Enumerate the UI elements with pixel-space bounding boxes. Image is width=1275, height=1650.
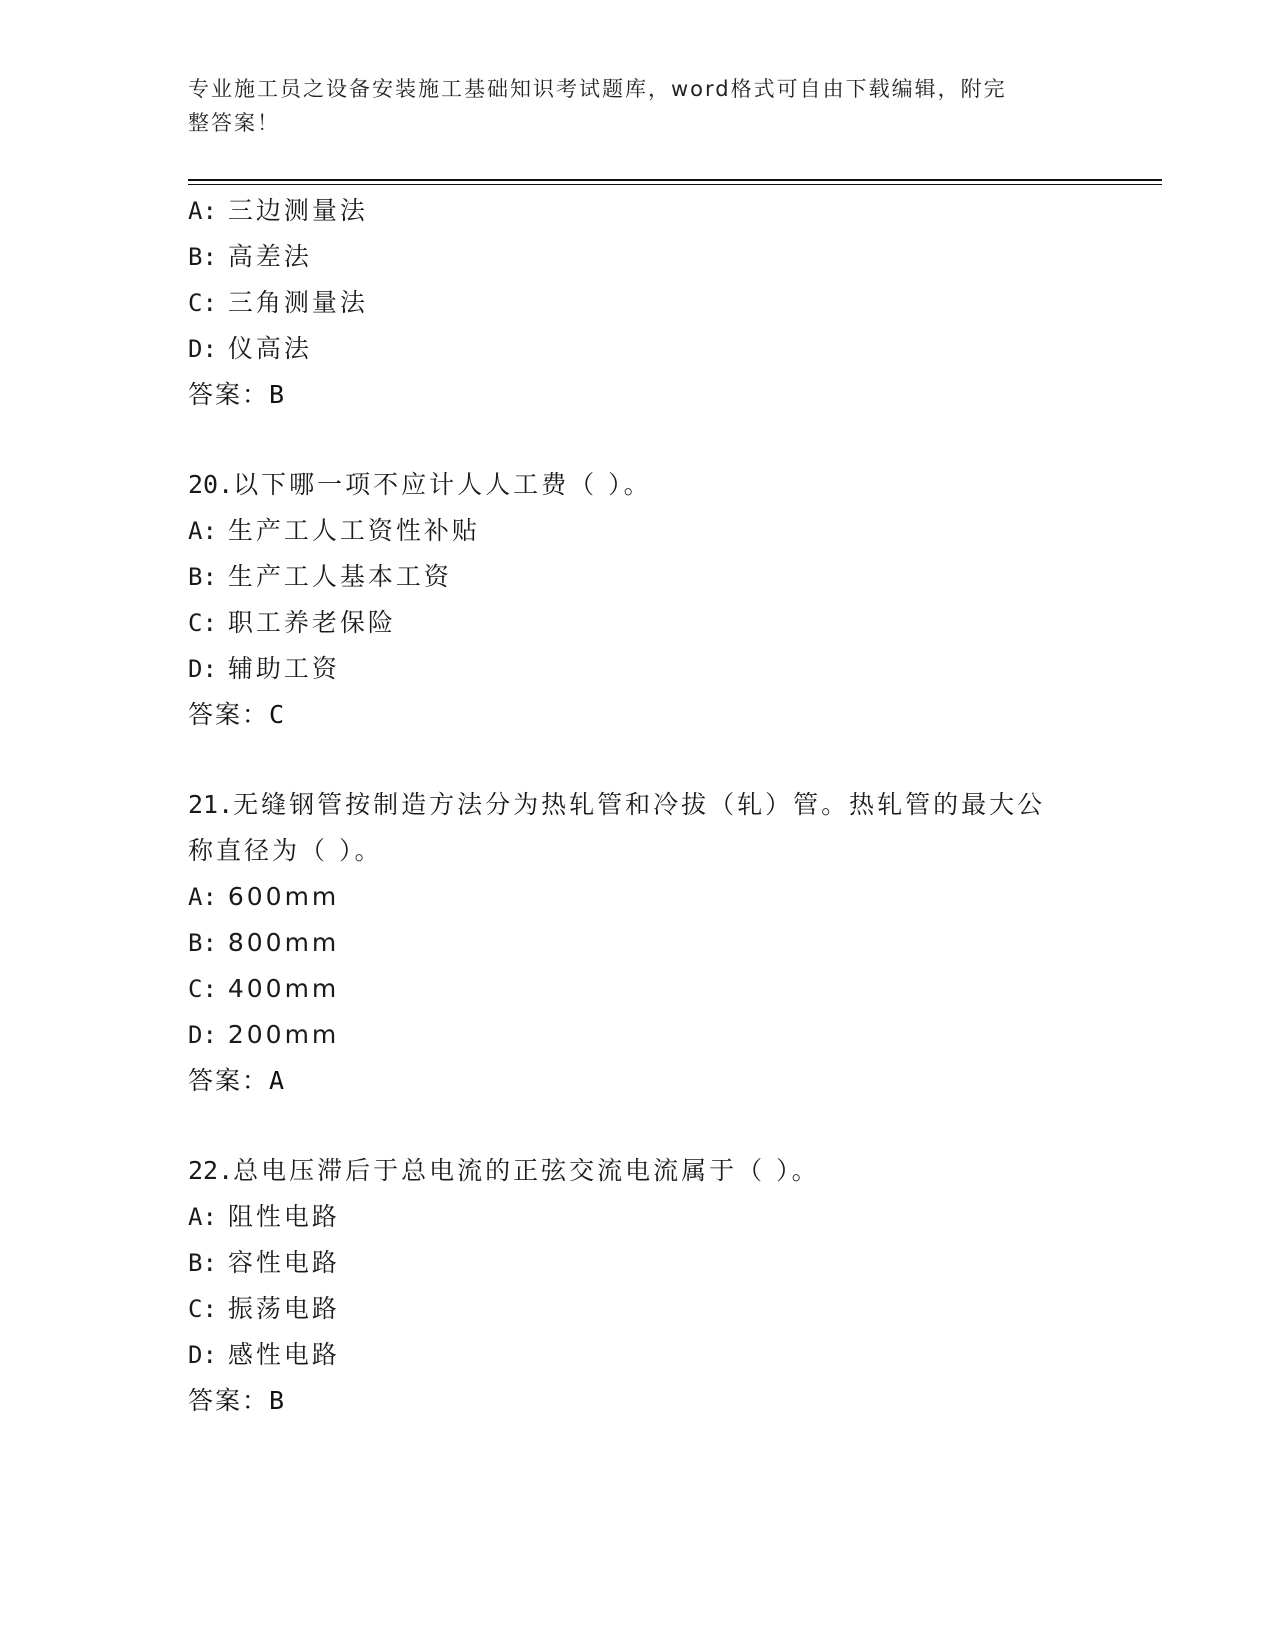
question-text: [188, 462, 1088, 508]
option-text: 生产工人基本工资: [227, 562, 452, 591]
option-text: 阻性电路: [227, 1202, 340, 1231]
option-letter: C:: [188, 975, 217, 1003]
option-b: [188, 920, 1088, 966]
answer-line: [188, 372, 1088, 418]
option-d: [188, 326, 1088, 372]
answer-line: [188, 1378, 1088, 1424]
question-21: [188, 782, 1088, 1104]
question-number: 21.: [188, 790, 234, 819]
option-letter: B:: [188, 243, 217, 271]
option-c: [188, 600, 1088, 646]
option-text: 400mm: [227, 974, 340, 1003]
option-letter: D:: [188, 655, 217, 683]
question-stem-line-1: 无缝钢管按制造方法分为热轧管和冷拔（轧）管。热轧管的最大公: [233, 790, 1046, 819]
question-list: [188, 188, 1088, 1424]
option-letter: B:: [188, 1249, 217, 1277]
option-d: [188, 1332, 1088, 1378]
option-c: [188, 280, 1088, 326]
option-c: [188, 1286, 1088, 1332]
option-a: [188, 188, 1088, 234]
option-text: 仪高法: [227, 334, 312, 363]
option-text: 600mm: [227, 882, 340, 911]
option-letter: A:: [188, 517, 217, 545]
header-line-1: 专业施工员之设备安装施工基础知识考试题库，word格式可自由下载编辑，附完: [188, 77, 1007, 101]
answer-label: 答案：: [188, 380, 270, 409]
option-text: 生产工人工资性补贴: [227, 516, 480, 545]
option-a: [188, 1194, 1088, 1240]
answer-label: 答案：: [188, 700, 270, 729]
question-stem: 以下哪一项不应计人人工费（ ）。: [233, 470, 652, 499]
option-text: 容性电路: [227, 1248, 340, 1277]
option-letter: D:: [188, 1341, 217, 1369]
option-d: [188, 646, 1088, 692]
question-stem-line-2: 称直径为（ ）。: [188, 836, 383, 865]
answer-label: 答案：: [188, 1066, 270, 1095]
option-letter: D:: [188, 335, 217, 363]
option-d: [188, 1012, 1088, 1058]
option-b: [188, 554, 1088, 600]
option-letter: A:: [188, 197, 217, 225]
answer-value: B: [269, 1386, 285, 1415]
option-c: [188, 966, 1088, 1012]
question-22: [188, 1148, 1088, 1424]
option-text: 感性电路: [227, 1340, 340, 1369]
option-text: 三边测量法: [227, 196, 368, 225]
header-rule-thin: [188, 184, 1162, 185]
option-b: [188, 234, 1088, 280]
answer-label: 答案：: [188, 1386, 270, 1415]
option-text: 三角测量法: [227, 288, 368, 317]
question-number: 22.: [188, 1156, 234, 1185]
option-text: 辅助工资: [227, 654, 340, 683]
answer-line: [188, 1058, 1088, 1104]
answer-value: B: [269, 380, 285, 409]
answer-line: [188, 692, 1088, 738]
option-b: [188, 1240, 1088, 1286]
option-a: [188, 508, 1088, 554]
option-letter: B:: [188, 563, 217, 591]
option-text: 800mm: [227, 928, 340, 957]
question-number: 20.: [188, 470, 234, 499]
option-letter: B:: [188, 929, 217, 957]
option-text: 200mm: [227, 1020, 340, 1049]
question-20: [188, 462, 1088, 738]
document-header: [188, 72, 1068, 140]
header-rule-thick: [188, 179, 1162, 181]
question-text-line-2: [188, 828, 1088, 874]
option-letter: C:: [188, 609, 217, 637]
header-line-2: 整答案！: [188, 111, 280, 135]
option-letter: C:: [188, 1295, 217, 1323]
option-text: 振荡电路: [227, 1294, 340, 1323]
option-a: [188, 874, 1088, 920]
option-letter: A:: [188, 1203, 217, 1231]
option-letter: D:: [188, 1021, 217, 1049]
question-text: [188, 1148, 1088, 1194]
answer-value: C: [269, 700, 285, 729]
option-letter: A:: [188, 883, 217, 911]
answer-value: A: [269, 1066, 285, 1095]
question-19: [188, 188, 1088, 418]
option-letter: C:: [188, 289, 217, 317]
question-stem: 总电压滞后于总电流的正弦交流电流属于（ ）。: [233, 1156, 820, 1185]
question-text-line-1: [188, 782, 1088, 828]
option-text: 职工养老保险: [227, 608, 396, 637]
option-text: 高差法: [227, 242, 312, 271]
